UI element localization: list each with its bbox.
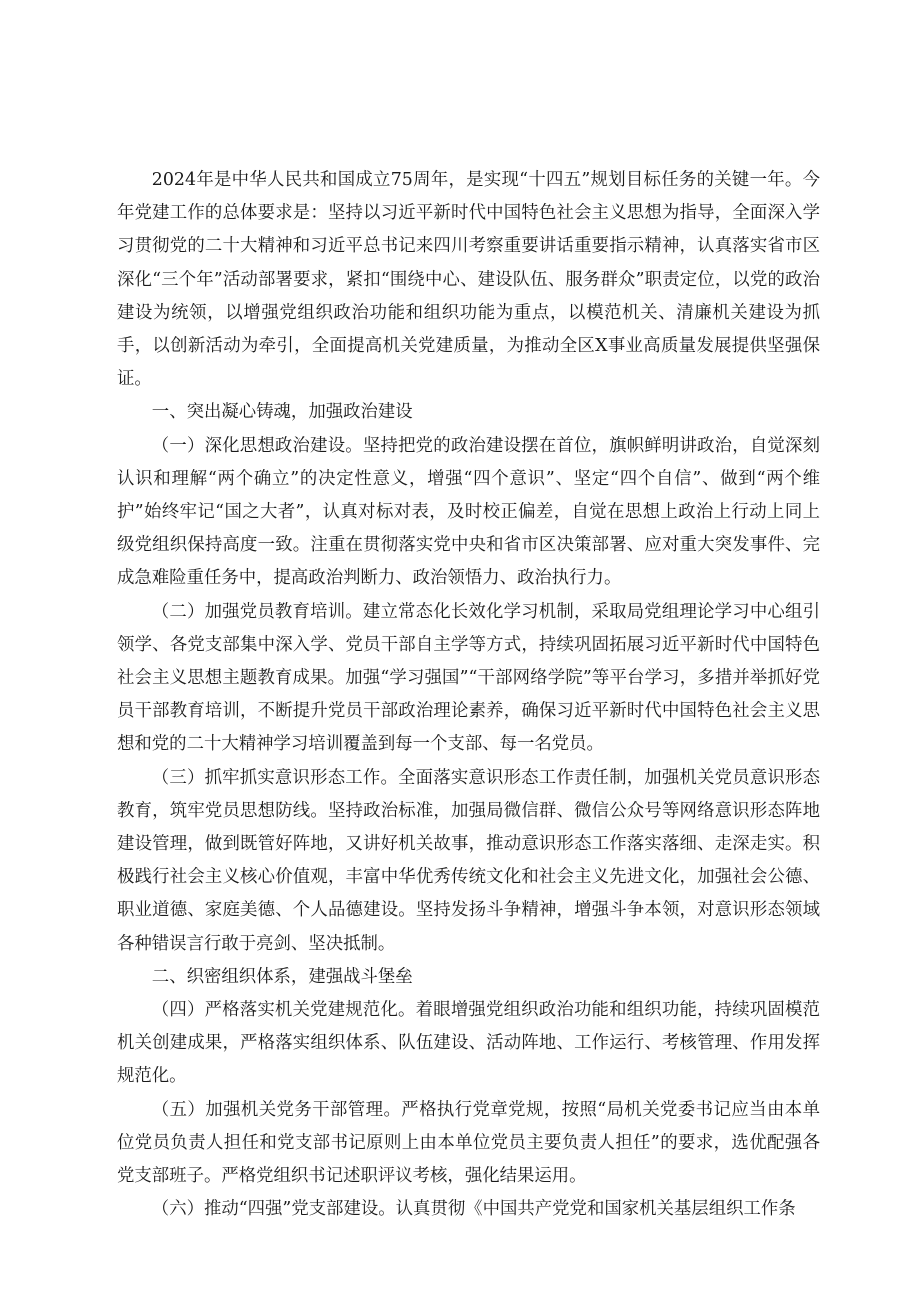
- item-2-paragraph: （二）加强党员教育培训。建立常态化长效化学习机制，采取局党组理论学习中心组引领学、各党支部集中深入学、党员干部自主学等方式，持续巩固拓展习近平新时代中国特色社会主义思想主题教育成果。加强“学习强国”“干部网络学院”等平台学习，多措并举抓好党员干部教育培训，不断提升党员干部政治理论素养，确保习近平新时代中国特色社会主义思想和党的二十大精神学习培训覆盖到每一个支部、每一名党员。: [117, 601, 820, 755]
- item-3-paragraph: （三）抓牢抓实意识形态工作。全面落实意识形态工作责任制，加强机关党员意识形态教育，筑牢党员思想防线。坚持政治标准，加强局微信群、微信公众号等网络意识形态阵地建设管理，做到既管好阵地，又讲好机关故事，推动意识形态工作落实落细、走深走实。积极践行社会主义核心价值观，丰富中华优秀传统文化和社会主义先进文化，加强社会公德、职业道德、家庭美德、个人品德建设。坚持发扬斗争精神，增强斗争本领，对意识形态领域各种错误言行敢于亮剑、坚决抵制。: [117, 767, 820, 954]
- item-5-paragraph: （五）加强机关党务干部管理。严格执行党章党规，按照“局机关党委书记应当由本单位党员负责人担任和党支部书记原则上由本单位党员主要负责人担任”的要求，选优配强各党支部班子。严格党组织书记述职评议考核，强化结果运用。: [117, 1099, 820, 1187]
- item-1-paragraph: （一）深化思想政治建设。坚持把党的政治建设摆在首位，旗帜鲜明讲政治，自觉深刻认识和理解“两个确立”的决定性意义，增强“四个意识”、坚定“四个自信”、做到“两个维护”始终牢记“国之大者”，认真对标对表，及时校正偏差，自觉在思想上政治上行动上同上级党组织保持高度一致。注重在贯彻落实党中央和省市区决策部署、应对重大突发事件、完成急难险重任务中，提高政治判断力、政治领悟力、政治执行力。: [117, 435, 820, 589]
- intro-paragraph: 2024年是中华人民共和国成立75周年，是实现“十四五”规划目标任务的关键一年。今年党建工作的总体要求是：坚持以习近平新时代中国特色社会主义思想为指导，全面深入学习贯彻党的二十大精神和习近平总书记来四川考察重要讲话重要指示精神，认真落实省市区深化“三个年”活动部署要求，紧扣“围绕中心、建设队伍、服务群众”职责定位，以党的政治建设为统领，以增强党组织政治功能和组织功能为重点，以模范机关、清廉机关建设为抓手，以创新活动为牵引，全面提高机关党建质量，为推动全区X事业高质量发展提供坚强保证。: [117, 170, 820, 390]
- section-1-heading: 一、突出凝心铸魂，加强政治建设: [151, 402, 413, 423]
- document-page: [117, 164, 820, 1227]
- item-6-paragraph: （六）推动“四强”党支部建设。认真贯彻《中国共产党党和国家机关基层组织工作条: [151, 1199, 796, 1220]
- section-2-heading: 二、织密组织体系，建强战斗堡垒: [151, 966, 413, 987]
- item-4-paragraph: （四）严格落实机关党建规范化。着眼增强党组织政治功能和组织功能，持续巩固模范机关创建成果，严格落实组织体系、队伍建设、活动阵地、工作运行、考核管理、作用发挥规范化。: [117, 1000, 820, 1087]
